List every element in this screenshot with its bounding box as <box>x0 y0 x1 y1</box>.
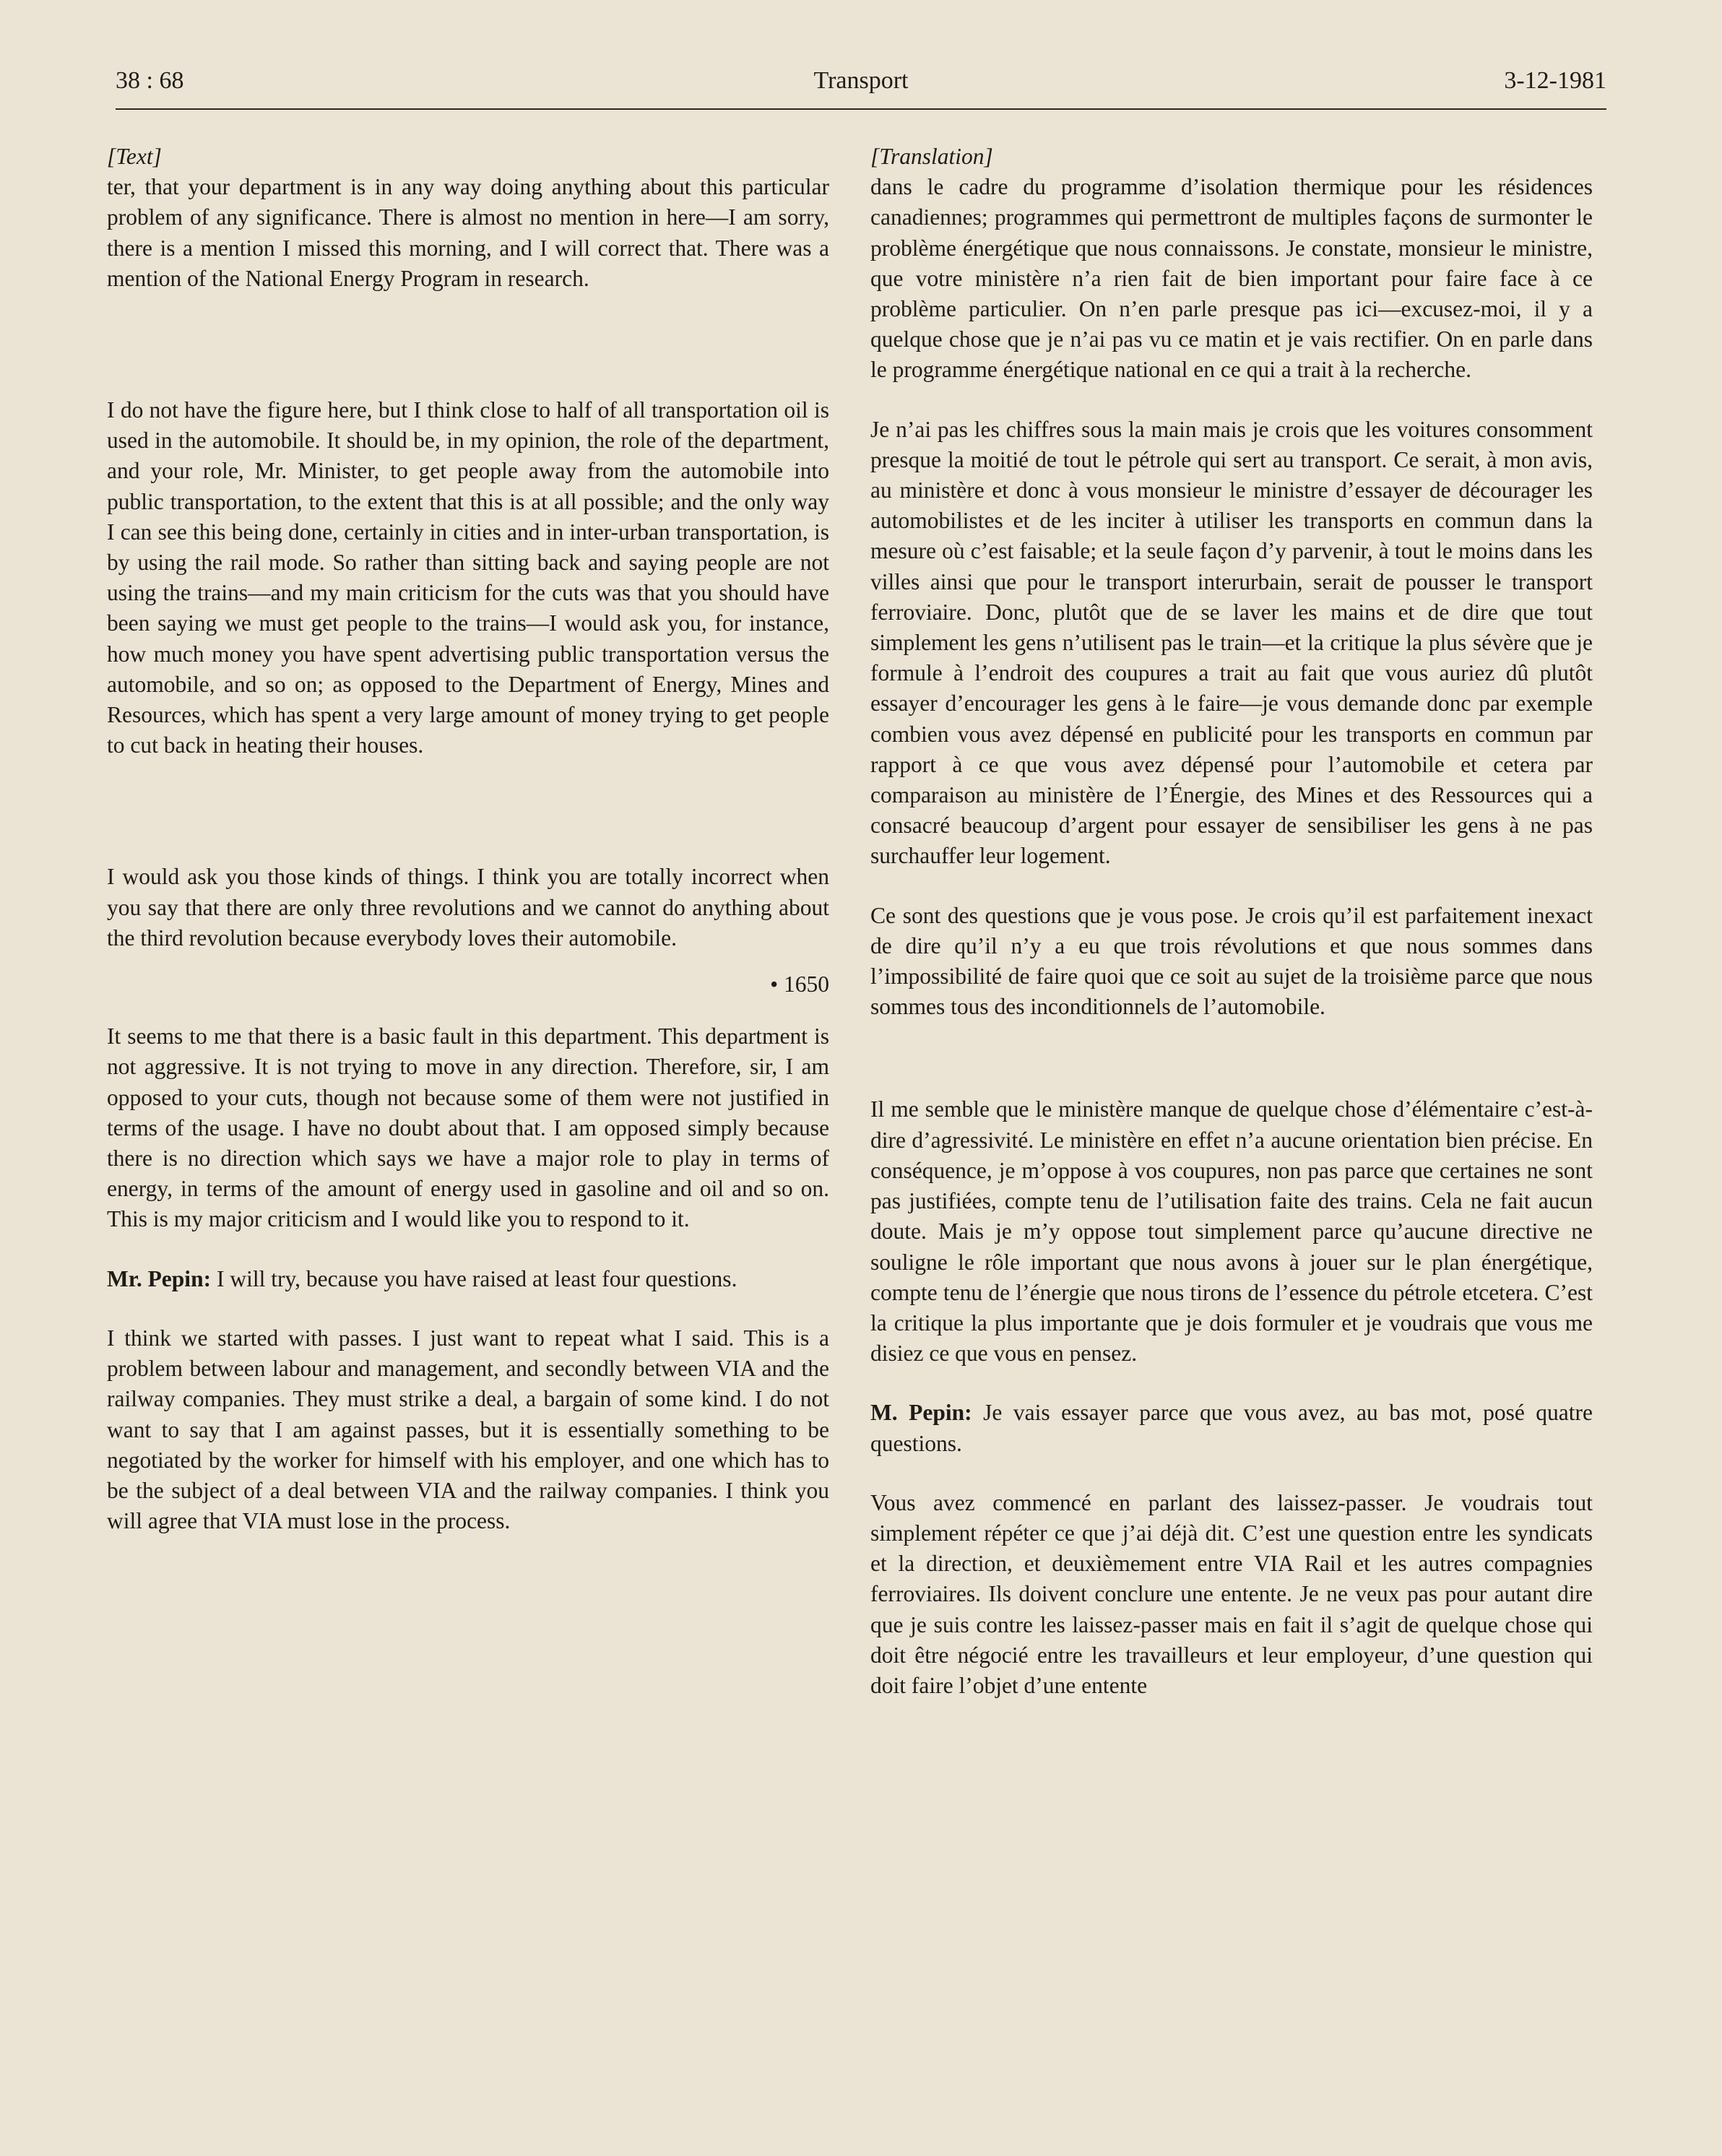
paragraph: Vous avez commencé en parlant des laissez-passer. Je voudrais tout simplement répéter ce que j’ai déjà dit. C’est une question entre les syndicats et la direction, et deuxièmement entre VIA Rail et les autres compagnies ferroviaires. Ils doivent conclure une entente. Je ne veux pas pour autant dire que je suis contre les laissez-passer mais en fait il s’agit de quelque chose qui doit être négocié entre les travailleurs et leur employeur, d’une question qui doit faire l’objet d’une entente <box>870 1489 1593 1698</box>
paragraph <box>870 1398 1593 1458</box>
speech-text: Je vais essayer parce que vous avez, au bas mot, posé quatre questions. <box>870 1400 1593 1456</box>
paragraph <box>107 1264 829 1294</box>
language-tag-translation: [Translation] <box>870 144 993 169</box>
running-title: Transport <box>813 67 909 94</box>
speaker-name: Mr. Pepin: <box>107 1265 212 1291</box>
page-reference: 38 : 68 <box>116 67 184 94</box>
time-marker: • 1650 <box>770 971 829 997</box>
english-column <box>107 142 829 1536</box>
paragraph: I would ask you those kinds of things. I think you are totally incorrect when you say that there are only three revolutions and we cannot do anything about the third revolution because everybody loves their automobile. <box>107 864 829 951</box>
paragraph: dans le cadre du programme d’isolation thermique pour les résidences canadiennes; programmes qui permettront de multiples façons de surmonter le problème énergétique que nous connaissons. Je constate, monsieur le ministre, que votre ministère n’a rien fait de bien important pour faire face à ce problème particulier. On n’en parle presque pas ici—excusez-moi, il y a quelque chose que je n’ai pas vu ce matin et je vais rectifier. On en parle dans le programme énergétique national en ce qui a trait à la recherche. <box>870 174 1593 383</box>
sitting-date: 3-12-1981 <box>1504 67 1606 94</box>
header-rule <box>116 108 1606 110</box>
paragraph: I think we started with passes. I just want to repeat what I said. This is a problem between labour and management, and secondly between VIA and the railway companies. They must strike a deal, a bargain of some kind. I do not want to say that I am against passes, but it is essentially something to be negotiated by the worker for himself with his employer, and one which has to be the subject of a deal between VIA and the railway companies. I think you will agree that VIA must lose in the process. <box>107 1325 829 1534</box>
paragraph: Ce sont des questions que je vous pose. Je crois qu’il est parfaitement inexact de dire qu’il n’y a eu que trois révolutions et que nous sommes dans l’impossibilité de faire quoi que ce soit au sujet de la troisième parce que nous sommes tous des inconditionnels de l’automobile. <box>870 902 1593 1020</box>
speech-text: I will try, because you have raised at least four questions. <box>211 1265 737 1291</box>
paragraph: ter, that your department is in any way doing anything about this particular problem of any significance. There is almost no mention in here—I am sorry, there is a mention I missed this morning, and I will correct that. There was a mention of the National Energy Program in research. <box>107 174 829 291</box>
paragraph: It seems to me that there is a basic fault in this department. This department is not aggressive. It is not trying to move in any direction. Therefore, sir, I am opposed to your cuts, though not because some of them were not justified in terms of the usage. I have no doubt about that. I am opposed simply because there is no direction which says we have a major role to play in terms of energy, in terms of the amount of energy used in gasoline and oil and so on. This is my major criticism and I would like you to respond to it. <box>107 1023 829 1232</box>
language-tag-text: [Text] <box>107 144 162 169</box>
paragraph: I do not have the figure here, but I think close to half of all transportation oil is used in the automobile. It should be, in my opinion, the role of the department, and your role, Mr. Minister, to get people away from the automobile into public transportation, to the extent that this is at all possible; and the only way I can see this being done, certainly in cities and in inter-urban transportation, is by using the rail mode. So rather than sitting back and saying people are not using the trains—and my main criticism for the cuts was that you should have been saying we must get people to the trains—I would ask you, for instance, how much money you have spent advertising public transportation versus the automobile, and so on; as opposed to the Department of Energy, Mines and Resources, which has spent a very large amount of money trying to get people to cut back in heating their houses. <box>107 397 829 758</box>
paragraph: Il me semble que le ministère manque de quelque chose d’élémentaire c’est-à-dire d’agressivité. Le ministère en effet n’a aucune orientation bien précise. En conséquence, je m’oppose à vos coupures, non pas parce que certaines ne sont pas justifiées, compte tenu de l’utilisation faite des trains. Cela ne fait aucun doute. Mais je m’y oppose tout simplement parce qu’aucune directive ne souligne le rôle important que nous avons à jouer sur le plan énergétique, compte tenu de l’énergie que nous tirons de l’essence du pétrole etcetera. C’est la critique la plus importante que je dois formuler et je voudrais que vous me disiez ce que vous en pensez. <box>870 1096 1593 1367</box>
french-column <box>870 142 1593 1701</box>
paragraph: Je n’ai pas les chiffres sous la main mais je crois que les voitures consomment presque la moitié de tout le pétrole qui sert au transport. Ce serait, à mon avis, au ministère et donc à vous monsieur le ministre d’essayer de décourager les automobilistes et de les inciter à utiliser les transports en commun dans la mesure où c’est faisable; et la seule façon d’y parvenir, à tout le moins dans les villes ainsi que pour le transport interurbain, serait de pousser le transport ferroviaire. Donc, plutôt que de se laver les mains et de dire que tout simplement les gens n’utilisent pas le train—et la critique la plus sévère que je formule à l’endroit des coupures a trait au fait que vous auriez dû plutôt essayer d’encourager les gens à le faire—je vous demande donc par exemple combien vous avez dépensé en publicité pour les transports en commun par rapport à ce que vous avez dépensé pour l’automobile et cetera par comparaison au ministère de l’Énergie, des Mines et des Ressources qui a consacré beaucoup d’argent pour essayer de sensibiliser les gens à ne pas surchauffer leur logement. <box>870 416 1593 869</box>
speaker-name: M. Pepin: <box>870 1400 972 1426</box>
